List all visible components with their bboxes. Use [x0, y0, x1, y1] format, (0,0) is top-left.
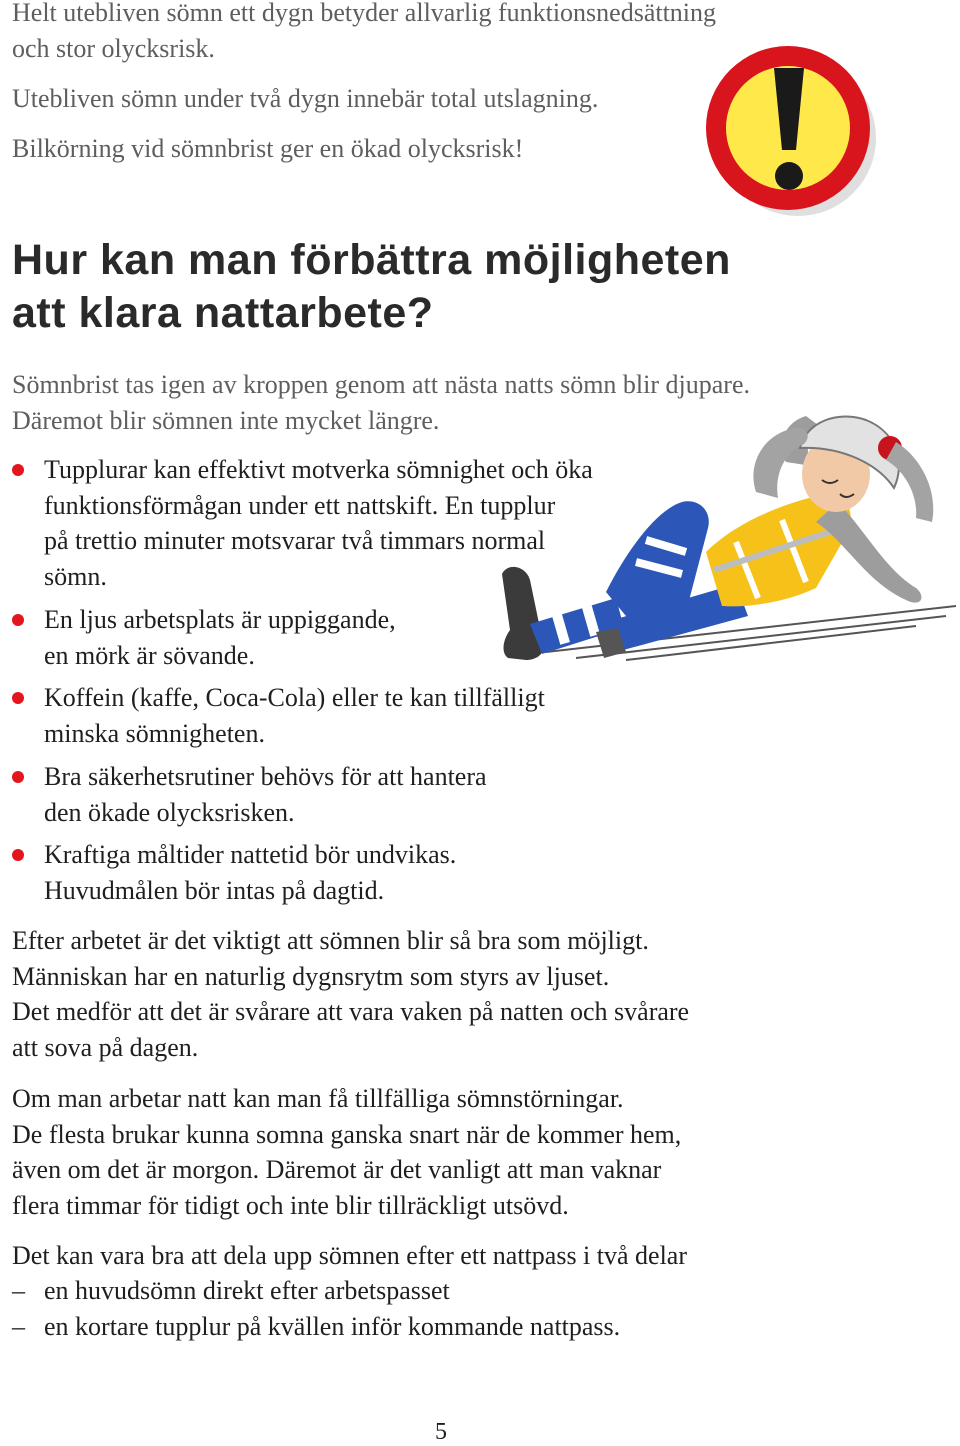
intro-line: Helt utebliven sömn ett dygn betyder allvarlig funktionsnedsättning — [12, 0, 717, 27]
dash-list-item-text: en kortare tupplur på kvällen inför kommande nattpass. — [44, 1312, 621, 1341]
dash-list-item-text: en huvudsömn direkt efter arbetspasset — [44, 1276, 450, 1305]
intro-line: Bilkörning vid sömnbrist ger en ökad olycksrisk! — [12, 134, 524, 163]
dash-marker: – — [12, 1276, 25, 1305]
list-item-text — [44, 759, 487, 830]
list-item-text — [44, 602, 396, 673]
list-item-line: Tupplurar kan effektivt motverka sömnighet och öka — [44, 455, 593, 484]
paragraph-line: Om man arbetar natt kan man få tillfälliga sömnstörningar. — [12, 1084, 624, 1113]
list-item-line: minska sömnigheten. — [44, 718, 265, 748]
paragraph — [12, 1238, 687, 1274]
paragraph-line: De flesta brukar kunna somna ganska snart när de kommer hem, — [12, 1119, 682, 1149]
list-item-line: Huvudmålen bör intas på dagtid. — [44, 875, 385, 905]
list-item-line: Koffein (kaffe, Coca-Cola) eller te kan tillfälligt — [44, 683, 545, 712]
list-item-line: funktionsförmågan under ett nattskift. En tupplur — [44, 490, 556, 520]
lead-line: Däremot blir sömnen inte mycket längre. — [12, 405, 440, 435]
list-item-text — [44, 680, 545, 751]
section-heading — [12, 234, 731, 340]
heading-line: Hur kan man förbättra möjligheten — [12, 236, 731, 284]
list-item-line: en mörk är sövande. — [44, 640, 255, 670]
list-item-text — [44, 452, 593, 594]
list-item-line: den ökade olycksrisken. — [44, 797, 295, 827]
list-item-line: Bra säkerhetsrutiner behövs för att hantera — [44, 762, 487, 791]
heading-line: att klara nattarbete? — [12, 289, 434, 337]
paragraph-line: att sova på dagen. — [12, 1032, 199, 1062]
list-item-line: Kraftiga måltider nattetid bör undvikas. — [44, 840, 457, 869]
dash-marker: – — [12, 1312, 25, 1341]
intro-text — [12, 0, 716, 66]
list-item-line: En ljus arbetsplats är uppiggande, — [44, 605, 396, 634]
list-item-line: sömn. — [44, 561, 107, 591]
red-dot-bullet — [12, 849, 24, 861]
intro-text — [12, 81, 598, 117]
warning-sign-icon — [700, 38, 880, 220]
lead-line: Sömnbrist tas igen av kroppen genom att nästa natts sömn blir djupare. — [12, 370, 750, 399]
page-number: 5 — [435, 1419, 447, 1445]
intro-text — [12, 131, 523, 167]
paragraph-line: flera timmar för tidigt och inte blir tillräckligt utsövd. — [12, 1190, 569, 1220]
paragraph-line: Människan har en naturlig dygnsrytm som styrs av ljuset. — [12, 961, 610, 991]
paragraph — [12, 923, 689, 1065]
red-dot-bullet — [12, 464, 24, 476]
red-dot-bullet — [12, 692, 24, 704]
red-dot-bullet — [12, 771, 24, 783]
list-item-text — [44, 837, 456, 908]
intro-line: Utebliven sömn under två dygn innebär total utslagning. — [12, 84, 599, 113]
list-item-line: på trettio minuter motsvarar två timmars normal — [44, 526, 546, 555]
paragraph — [12, 1081, 681, 1223]
intro-line: och stor olycksrisk. — [12, 33, 215, 63]
red-dot-bullet — [12, 614, 24, 626]
paragraph-line: Efter arbetet är det viktigt att sömnen blir så bra som möjligt. — [12, 926, 649, 955]
paragraph-line: Det medför att det är svårare att vara vaken på natten och svårare — [12, 997, 690, 1026]
paragraph-line: även om det är morgon. Däremot är det vanligt att man vaknar — [12, 1155, 662, 1184]
paragraph-line: Det kan vara bra att dela upp sömnen efter ett nattpass i två delar — [12, 1241, 688, 1270]
